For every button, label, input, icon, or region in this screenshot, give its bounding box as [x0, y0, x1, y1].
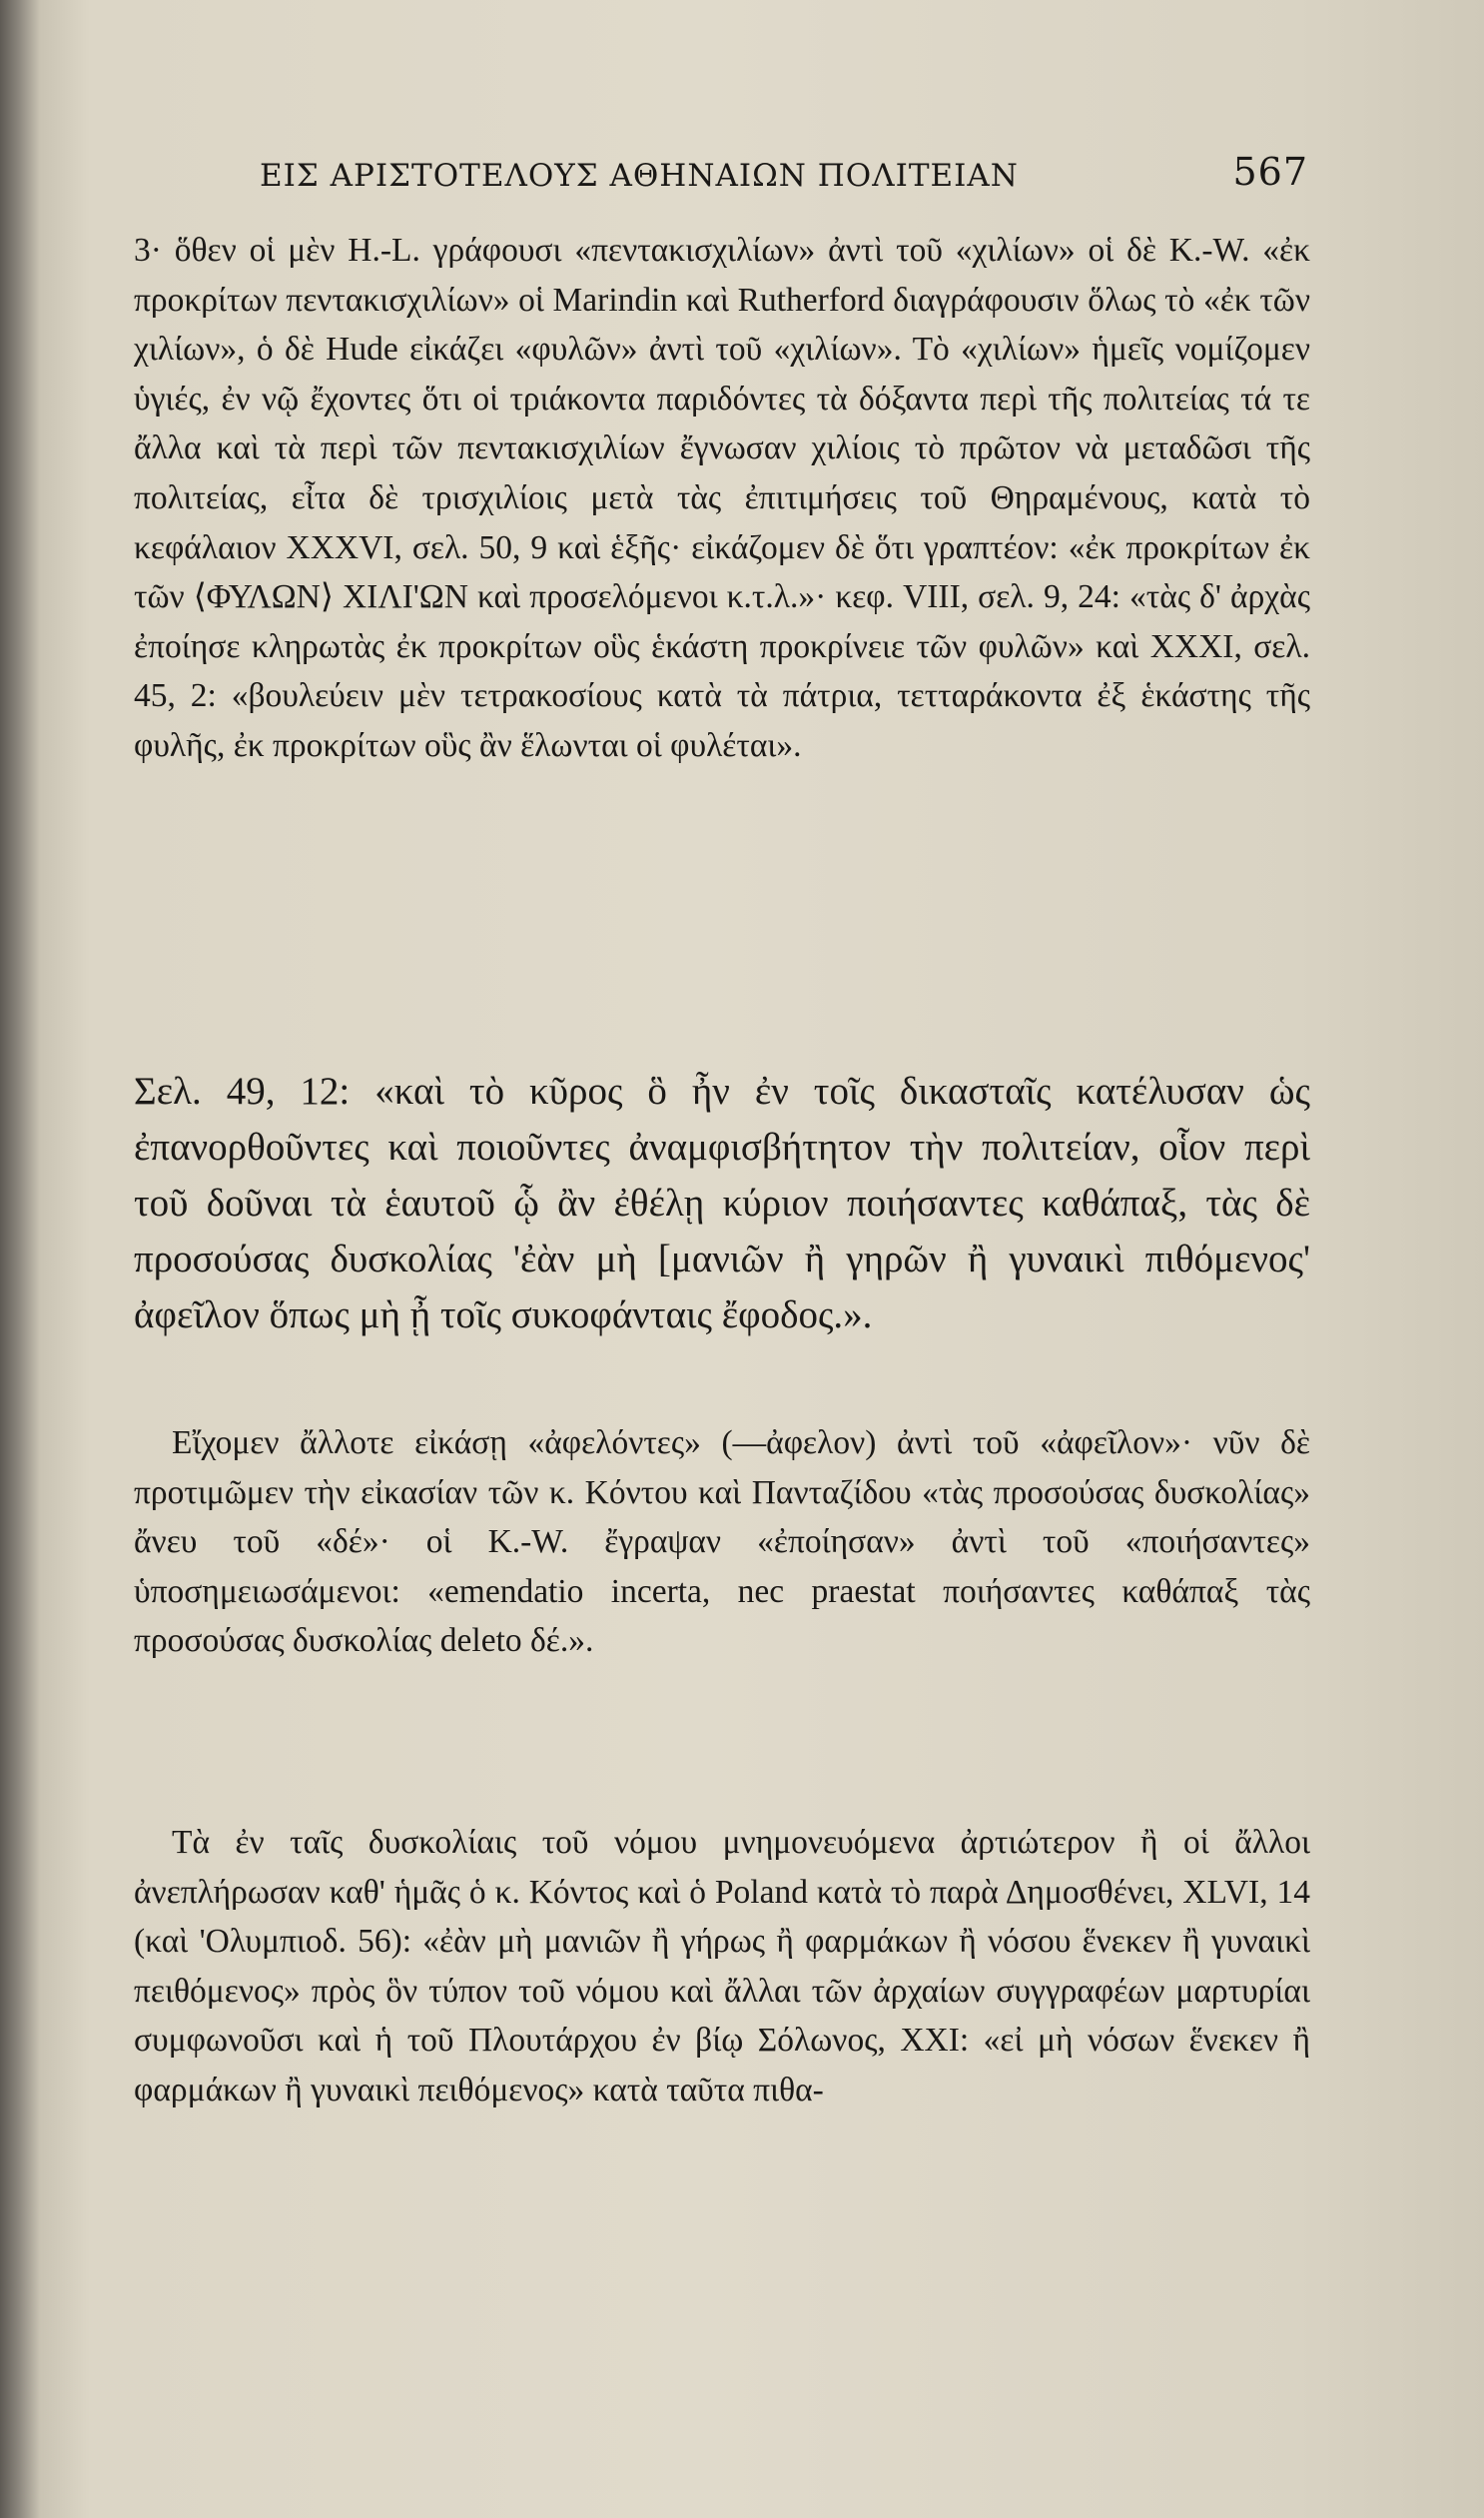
running-title: ΕΙΣ ΑΡΙΣΤΟΤΕΛΟΥΣ ΑΘΗΝΑΙΩΝ ΠΟΛΙΤΕΙΑΝ — [260, 158, 1019, 194]
page-header — [230, 148, 1308, 208]
quoted-passage: Σελ. 49, 12: «καὶ τὸ κῦρος ὃ ἦν ἐν τοῖς δικασταῖς κατέλυσαν ὡς ἐπανορθοῦντες καὶ ποιοῦντες ἀναμφισβήτητον τὴν πολιτείαν, οἷον περὶ τοῦ δοῦναι τὰ ἑαυτοῦ ᾧ ἂν ἐθέλῃ κύριον ποιήσαντες καθάπαξ, τὰς δὲ προσούσας δυσκολίας 'ἐὰν μὴ [μανιῶν ἢ γηρῶν ἢ γυναικὶ πιθόμενος' ἀφεῖλον ὅπως μὴ ᾖ τοῖς συκοφάνταις ἔφοδος.». — [134, 1070, 1310, 1336]
page-number: 567 — [1232, 150, 1308, 194]
footnote-paragraph-1: 3· ὅθεν οἱ μὲν H.-L. γράφουσι «πεντακισχιλίων» ἀντὶ τοῦ «χιλίων» οἱ δὲ K.-W. «ἐκ προκρίτων πεντακισχιλίων» οἱ Marindin καὶ Rutherford διαγράφουσιν ὅλως τὸ «ἐκ τῶν χιλίων», ὁ δὲ Hude εἰκάζει «φυλῶν» ἀντὶ τοῦ «χιλίων». Τὸ «χιλίων» ἡμεῖς νομίζομεν ὑγιές, ἐν νῷ ἔχοντες ὅτι οἱ τριάκοντα παριδόντες τὰ δόξαντα περὶ τῆς πολιτείας τά τε ἄλλα καὶ τὰ περὶ τῶν πεντακισχιλίων ἔγνωσαν χιλίοις τὸ πρῶτον νὰ μεταδῶσι τῆς πολιτείας, εἶτα δὲ τρισχιλίοις μετὰ τὰς ἐπιτιμήσεις τοῦ Θηραμένους, κατὰ τὸ κεφάλαιον XXXVI, σελ. 50, 9 καὶ ἑξῆς· εἰκάζομεν δὲ ὅτι γραπτέον: «ἐκ προκρίτων ἐκ τῶν ⟨ΦΥΛΩΝ⟩ ΧΙΛΙ'ΩΝ καὶ προσελόμενοι κ.τ.λ.»· κεφ. VIII, σελ. 9, 24: «τὰς δ' ἀρχὰς ἐποίησε κληρωτὰς ἐκ προκρίτων οὓς ἑκάστη προκρίνειε τῶν φυλῶν» καὶ XXXI, σελ. 45, 2: «βουλεύειν μὲν τετρακοσίους κατὰ τὰ πάτρια, τετταράκοντα ἐξ ἑκάστης τῆς φυλῆς, ἐκ προκρίτων οὓς ἂν ἕλωνται οἱ φυλέται». — [134, 232, 1310, 764]
footnote-paragraph-2: Εἴχομεν ἄλλοτε εἰκάσῃ «ἀφελόντες» (—ἀφελον) ἀντὶ τοῦ «ἀφεῖλον»· νῦν δὲ προτιμῶμεν τὴν εἰκασίαν τῶν κ. Κόντου καὶ Πανταζίδου «τὰς προσούσας δυσκολίας» ἄνευ τοῦ «δέ»· οἱ K.-W. ἔγραψαν «ἐποίησαν» ἀντὶ τοῦ «ποιήσαντες» ὑποσημειωσάμενοι: «emendatio incerta, nec praestat ποιήσαντες καθάπαξ τὰς προσούσας δυσκολίας deleto δέ.». — [134, 1424, 1310, 1660]
footnote-paragraph-3: Τὰ ἐν ταῖς δυσκολίαις τοῦ νόμου μνημονευόμενα ἀρτιώτερον ἢ οἱ ἄλλοι ἀνεπλήρωσαν καθ' ἡμᾶς ὁ κ. Κόντος καὶ ὁ Poland κατὰ τὸ παρὰ Δημοσθένει, XLVI, 14 (καὶ 'Ολυμπιοδ. 56): «ἐὰν μὴ μανιῶν ἢ γήρως ἢ φαρμάκων ἢ νόσου ἕνεκεν ἢ γυναικὶ πειθόμενος» πρὸς ὃν τύπον τοῦ νόμου καὶ ἄλλαι τῶν ἀρχαίων συγγραφέων μαρτυρίαι συμφωνοῦσι καὶ ἡ τοῦ Πλουτάρχου ἐν βίῳ Σόλωνος, XXI: «εἰ μὴ νόσων ἕνεκεν ἢ φαρμάκων ἢ γυναικὶ πειθόμενος» κατὰ ταῦτα πιθα- — [134, 1824, 1310, 2108]
